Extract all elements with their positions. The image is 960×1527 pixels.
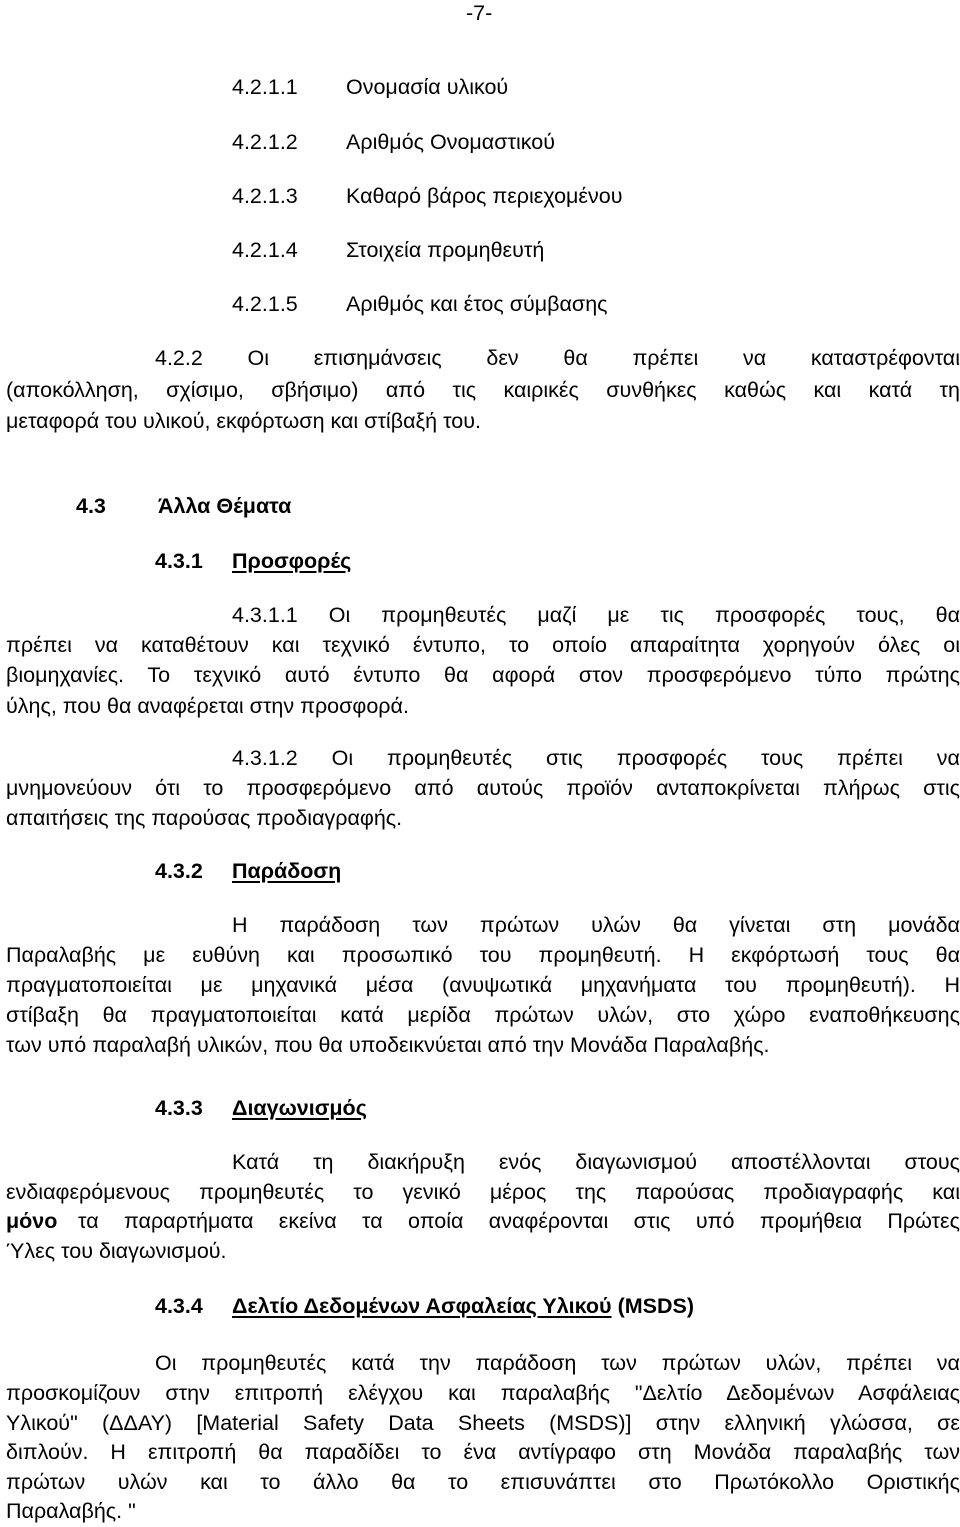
paragraph-line: πρώτων υλών και το άλλο θα το επισυνάπτει στο Πρωτόκολλο Οριστικής [6,1470,960,1494]
list-item-number: 4.2.1.1 [232,75,298,99]
list-item-text: Αριθμός και έτος σύμβασης [346,292,608,316]
list-item-text: Αριθμός Ονομαστικού [346,130,555,154]
paragraph-line: Η παράδοση των πρώτων υλών θα γίνεται στη μονάδα [232,913,960,937]
paragraph-line: απαιτήσεις της παρούσας προδιαγραφής. [6,806,403,830]
section-number: 4.3 [76,494,106,518]
list-item-number: 4.2.1.4 [232,238,298,262]
list-item-text: Καθαρό βάρος περιεχομένου [346,184,623,208]
subsection-title: Παράδοση [232,859,342,883]
paragraph-line: ενδιαφερόμενους προμηθευτές το γενικό μέρος της παρούσας προδιαγραφής και [6,1180,960,1204]
paragraph-line: 4.3.1.1 Οι προμηθευτές μαζί με τις προσφορές τους, θα [232,603,960,627]
paragraph-line: πρέπει να καταθέτουν και τεχνικό έντυπο, το οποίο απαραίτητα χορηγούν όλες οι [6,633,960,657]
subsection-number: 4.3.1 [155,549,203,573]
section-title: Άλλα Θέματα [158,494,292,518]
subsection-number: 4.3.2 [155,859,203,883]
paragraph-line: διπλούν. Η επιτροπή θα παραδίδει το ένα αντίγραφο στη Μονάδα παραλαβής των [6,1440,960,1464]
list-item-number: 4.2.1.3 [232,184,298,208]
paragraph-line: βιομηχανίες. Το τεχνικό αυτό έντυπο θα αφορά στον προσφερόμενο τύπο πρώτης [6,663,960,687]
paragraph-line: προσκομίζουν στην επιτροπή ελέγχου και παραλαβής "Δελτίο Δεδομένων Ασφάλειας [6,1381,960,1405]
paragraph-line: στίβαξη θα πραγματοποιείται κατά μερίδα πρώτων υλών, στο χώρο εναποθήκευσης [6,1003,960,1027]
paragraph-line: μνημονεύουν ότι το προσφερόμενο από αυτούς προϊόν ανταποκρίνεται πλήρως στις [6,776,960,800]
paragraph-line: Υλικού" (ΔΔΑΥ) [Material Safety Data Sheets (MSDS)] στην ελληνική γλώσσα, σε [6,1411,960,1435]
paragraph-line: 4.2.2 Οι επισημάνσεις δεν θα πρέπει να καταστρέφονται [155,346,960,370]
paragraph-line: Παραλαβής με ευθύνη και προσωπικό του προμηθευτή. Η εκφόρτωσή τους θα [6,943,960,967]
paragraph-line: Οι προμηθευτές κατά την παράδοση των πρώτων υλών, πρέπει να [155,1351,960,1375]
paragraph-line: 4.3.1.2 Οι προμηθευτές στις προσφορές τους πρέπει να [232,746,960,770]
subsection-title: Προσφορές [232,549,352,573]
paragraph-line: πραγματοποιείται με μηχανικά μέσα (ανυψωτικά μηχανήματα του προμηθευτή). Η [6,973,960,997]
paragraph-line: των υπό παραλαβή υλικών, που θα υποδεικνύεται από την Μονάδα Παραλαβής. [6,1033,770,1057]
paragraph-line: μεταφορά του υλικού, εκφόρτωση και στίβαξή του. [6,409,481,433]
list-item-text: Ονομασία υλικού [346,75,509,99]
page-number: -7- [466,1,493,25]
paragraph-line: ύλης, που θα αναφέρεται στην προσφορά. [6,694,409,718]
list-item-number: 4.2.1.5 [232,292,298,316]
list-item-number: 4.2.1.2 [232,130,298,154]
subsection-title-wrap [232,1294,694,1319]
paragraph-line: (αποκόλληση, σχίσιμο, σβήσιμο) από τις καιρικές συνθήκες καθώς και κατά τη [6,378,960,402]
paragraph-line: Ύλες του διαγωνισμού. [6,1239,227,1263]
subsection-title-suffix: (MSDS) [617,1294,694,1318]
subsection-number: 4.3.4 [155,1294,203,1318]
subsection-number: 4.3.3 [155,1096,203,1120]
subsection-title: Δελτίο Δεδομένων Ασφαλείας Υλικού [232,1294,612,1318]
emphasis-text: μόνο [6,1209,58,1233]
paragraph-line: τα παραρτήματα εκείνα τα οποία αναφέρονται στις υπό προμήθεια Πρώτες [78,1209,960,1233]
subsection-title: Διαγωνισμός [232,1096,367,1120]
list-item-text: Στοιχεία προμηθευτή [346,238,545,262]
paragraph-line: Παραλαβής. " [6,1499,136,1523]
paragraph-line: Κατά τη διακήρυξη ενός διαγωνισμού αποστέλλονται στους [232,1150,960,1174]
